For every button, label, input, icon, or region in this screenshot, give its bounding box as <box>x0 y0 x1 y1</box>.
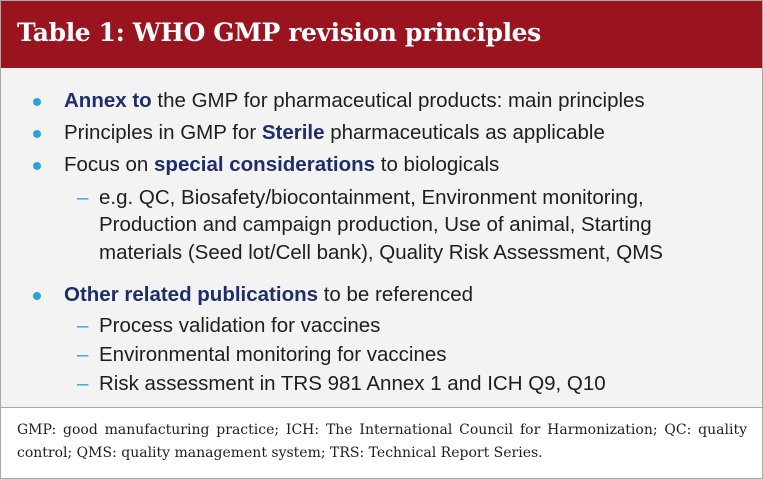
bullet-emphasis: Other related publications <box>64 283 319 306</box>
bullet-rest: the GMP for pharmaceutical products: main principles <box>151 89 645 112</box>
bullet-marker <box>33 98 41 106</box>
bullet-marker <box>33 130 41 138</box>
bullet-rest: to be referenced <box>318 283 474 306</box>
bullet-pre: Principles in GMP for <box>64 121 262 144</box>
bullet-post: to biologicals <box>375 153 500 176</box>
table-header <box>1 1 762 68</box>
bullet-text <box>64 91 645 112</box>
bullet-pre: Focus on <box>64 153 155 176</box>
sub-bullet-dash: – <box>77 372 89 395</box>
bullet-emphasis: Sterile <box>261 121 325 144</box>
sub-bullet-text: Production and campaign production, Use of animal, Starting <box>99 213 652 236</box>
sub-bullet-text: Environmental monitoring for vaccines <box>99 343 447 366</box>
sub-bullet-text: e.g. QC, Biosafety/biocontainment, Environment monitoring, <box>99 186 644 209</box>
sub-bullet-text: materials (Seed lot/Cell bank), Quality Risk Assessment, QMS <box>99 241 663 264</box>
table-title: Table 1: WHO GMP revision principles <box>17 18 541 47</box>
footnote-divider <box>1 407 762 408</box>
sub-bullet-dash: – <box>77 343 89 366</box>
sub-bullet-text: Risk assessment in TRS 981 Annex 1 and ICH Q9, Q10 <box>99 372 606 395</box>
bullet-emphasis: special considerations <box>154 153 376 176</box>
bullet-text <box>64 285 473 306</box>
bullet-text <box>64 123 605 144</box>
sub-bullet-dash: – <box>77 314 89 337</box>
bullet-post: pharmaceuticals as applicable <box>324 121 605 144</box>
bullet-marker <box>33 162 41 170</box>
bullet-emphasis: Annex to <box>64 89 152 112</box>
bullet-text <box>64 155 499 176</box>
table-footnote: GMP: good manufacturing practice; ICH: The International Council for Harmonization; QC: quality control; QMS: quality management system; TRS: Technical Report Series. <box>17 422 747 461</box>
sub-bullet-text: Process validation for vaccines <box>99 314 381 337</box>
sub-bullet-dash: – <box>77 186 89 209</box>
bullet-marker <box>33 292 41 300</box>
